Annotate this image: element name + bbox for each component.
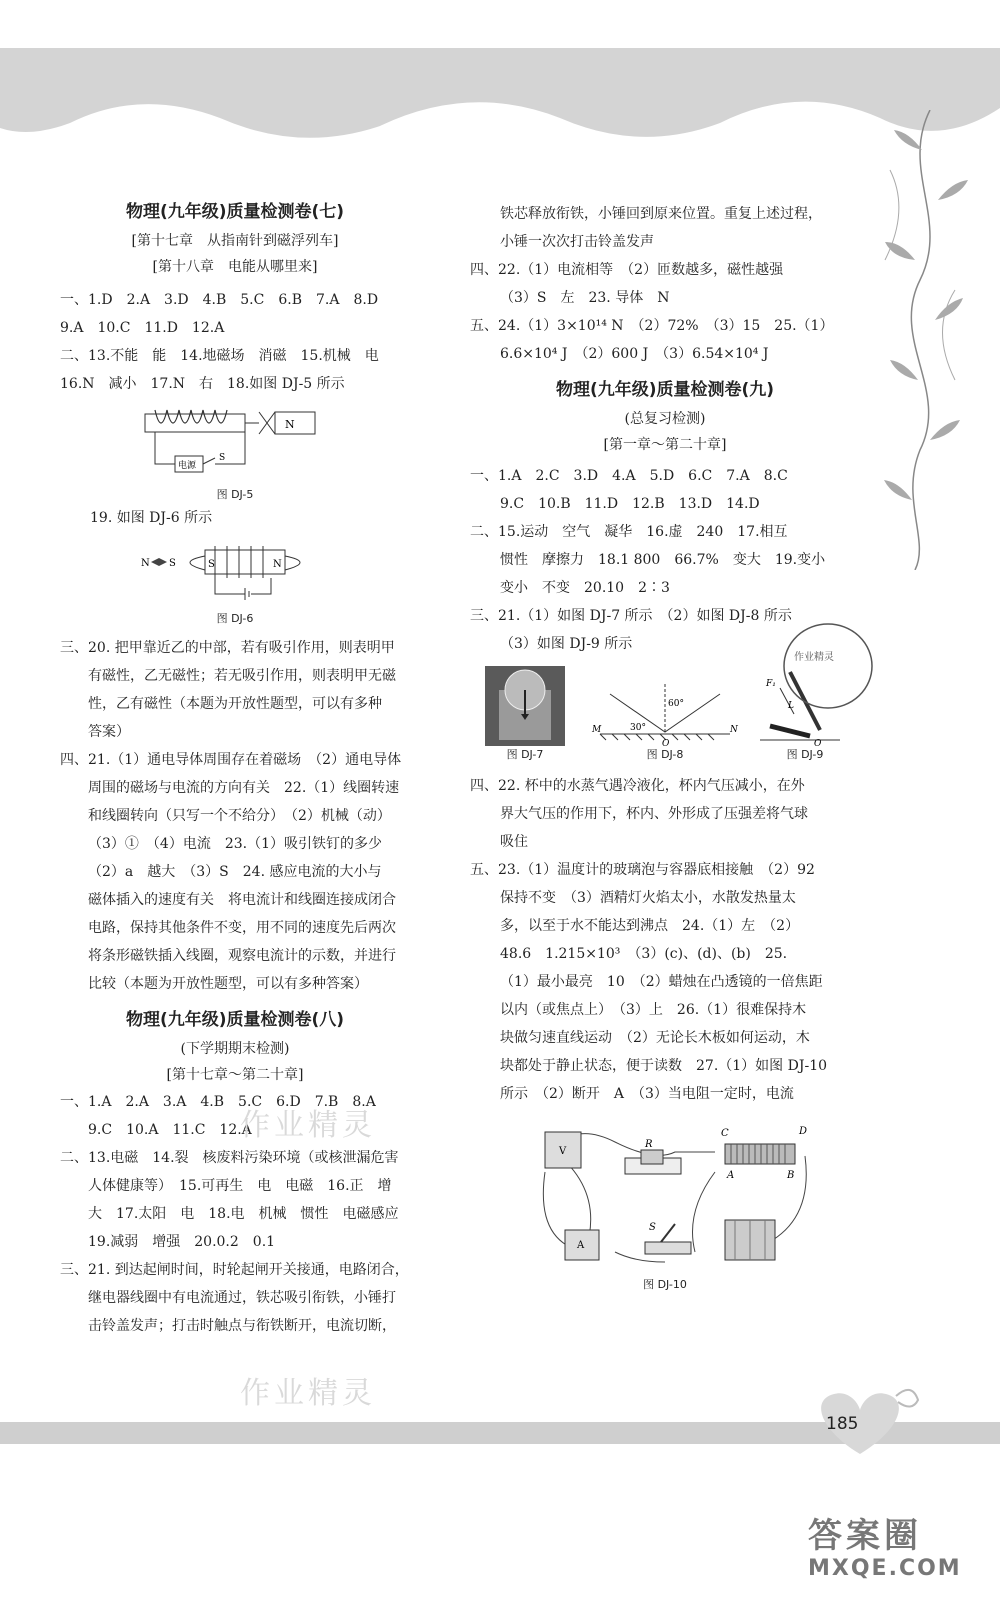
answer-line: 惯性 摩擦力 18.1 800 66.7% 变大 19.变小 — [500, 552, 826, 568]
stamp-text: 作业精灵 — [794, 652, 834, 663]
watermark-text: 作业精灵 — [240, 1108, 376, 1143]
answer-line: 块做匀速直线运动 （2）无论长木板如何运动，木 — [500, 1030, 810, 1046]
site-brand-logo — [808, 1516, 962, 1581]
figure-dj8 — [590, 666, 740, 746]
figure-dj6-caption: 图 DJ-6 — [216, 612, 254, 625]
brand-bottom-text: MXQE.COM — [808, 1556, 962, 1581]
answer-line: 界大气压的作用下，杯内、外形成了压强差将气球 — [500, 806, 808, 822]
fig9-l-label: L — [788, 701, 794, 711]
fig6-s-pole: S — [208, 559, 215, 570]
fig10-ammeter-label: A — [577, 1240, 585, 1251]
answer-line: 二、13.不能 能 14.地磁场 消磁 15.机械 电 — [60, 348, 379, 364]
fig9-o-label: O — [814, 739, 822, 746]
answer-line: 铁芯释放衔铁，小锤回到原来位置。重复上述过程， — [500, 206, 822, 222]
answer-line: 多，以至于水不能达到沸点 24.（1）左 （2） — [500, 918, 800, 934]
answer-line: 将条形磁铁插入线圈，观察电流计的示数，并进行 — [88, 948, 396, 964]
answer-line: （3）S 左 23. 导体 N — [500, 290, 670, 306]
answer-line: 继电器线圈中有电流通过，铁芯吸引衔铁，小锤打 — [88, 1290, 396, 1306]
answer-line: 吸住 — [500, 834, 528, 850]
figure-dj7-caption: 图 DJ-7 — [506, 748, 544, 761]
stamp-decoration — [778, 618, 878, 718]
fig6-compass-n: N — [141, 558, 150, 569]
answer-line: （2）a 越大 （3）S 24. 感应电流的大小与 — [88, 864, 382, 880]
answer-line: 保持不变 （3）酒精灯火焰太小，水散发热量太 — [500, 890, 796, 906]
test9-subtitle-1: (总复习检测) — [624, 411, 706, 427]
left-column — [60, 190, 410, 1340]
fig5-switch-label: S — [219, 453, 226, 463]
fig5-power-label: 电源 — [178, 461, 197, 471]
fig8-m-label: M — [592, 725, 602, 735]
answer-line: 四、22. 杯中的水蒸气遇冷液化，杯内气压减小，在外 — [470, 778, 805, 794]
test9-title: 物理(九年级)质量检测卷(九) — [555, 380, 775, 400]
figure-dj5-caption: 图 DJ-5 — [216, 488, 254, 501]
fig10-b-label: B — [787, 1170, 795, 1181]
test7-subtitle-1: [第十七章 从指南针到磁浮列车] — [131, 233, 339, 249]
figure-dj10-caption: 图 DJ-10 — [643, 1278, 687, 1291]
fig10-a-label: A — [727, 1170, 735, 1181]
fig10-s-label: S — [649, 1222, 656, 1233]
answer-line: 9.C 10.A 11.C 12.A — [88, 1122, 252, 1138]
fig8-angle-30: 30° — [630, 723, 646, 733]
answer-line: 19.减弱 增强 20.0.2 0.1 — [88, 1234, 276, 1250]
test8-title: 物理(九年级)质量检测卷(八) — [125, 1010, 345, 1030]
answer-line: 块都处于静止状态，便于读数 27.（1）如图 DJ-10 — [500, 1058, 828, 1074]
figure-dj5 — [135, 402, 335, 482]
answer-line: 大 17.太阳 电 18.电 机械 惯性 电磁感应 — [88, 1206, 399, 1222]
answer-line: 二、13.电磁 14.裂 核废料污染环境（或核泄漏危害 — [60, 1150, 399, 1166]
answer-line: 周围的磁场与电流的方向有关 22.（1）线圈转速 — [88, 780, 400, 796]
answer-line: 四、22.（1）电流相等 （2）匝数越多，磁性越强 — [470, 262, 784, 278]
answer-line: 所示 （2）断开 A （3）当电阻一定时，电流 — [500, 1086, 794, 1102]
answer-line: 6.6×10⁴ J （2）600 J （3）6.54×10⁴ J — [500, 346, 769, 362]
answer-line: 一、1.D 2.A 3.D 4.B 5.C 6.B 7.A 8.D — [60, 292, 379, 308]
fig10-r-label: R — [645, 1139, 653, 1150]
answer-line: 一、1.A 2.A 3.A 4.B 5.C 6.D 7.B 8.A — [60, 1094, 376, 1110]
brand-top-text: 答案圈 — [808, 1516, 922, 1556]
answer-line: 四、21.（1）通电导体周围存在着磁场 （2）通电导体 — [60, 752, 402, 768]
figure-dj6 — [135, 536, 335, 606]
fig6-compass-s: S — [169, 558, 176, 569]
test9-subtitle-2: [第一章～第二十章] — [603, 437, 727, 453]
answer-line: 三、21. 到达起闸时间，时轮起闸开关接通，电路闭合， — [60, 1262, 409, 1278]
answer-line: 以内（或焦点上） （3）上 26.（1）很难保持木 — [500, 1002, 807, 1018]
page-number: 185 — [826, 1414, 859, 1434]
answer-line: 三、20. 把甲靠近乙的中部，若有吸引作用，则表明甲 — [60, 640, 395, 656]
answer-line: 16.N 减小 17.N 右 18.如图 DJ-5 所示 — [60, 376, 345, 392]
test8-subtitle-1: (下学期期末检测) — [180, 1041, 290, 1057]
fig8-angle-60: 60° — [668, 699, 684, 709]
figure-dj10 — [515, 1112, 815, 1272]
answer-line: （3）如图 DJ-9 所示 — [500, 636, 633, 652]
answer-line: 五、23.（1）温度计的玻璃泡与容器底相接触 （2）92 — [470, 862, 815, 878]
answer-line: 性，乙有磁性（本题为开放性题型，可以有多种 — [88, 696, 382, 712]
answer-line: 变小 不变 20.10 2∶3 — [500, 580, 670, 596]
answer-line: 和线圈转向（只写一个不给分） （2）机械（动） — [88, 808, 391, 824]
answer-line: 比较（本题为开放性题型，可以有多种答案） — [88, 976, 368, 992]
figure-dj9-caption: 图 DJ-9 — [786, 748, 824, 761]
fig10-d-label: D — [799, 1126, 808, 1137]
header-wave-banner — [0, 48, 1000, 158]
answer-line: 二、15.运动 空气 凝华 16.虚 240 17.相互 — [470, 524, 788, 540]
answer-line: 人体健康等） 15.可再生 电 电磁 16.正 增 — [88, 1178, 392, 1194]
test8-subtitle-2: [第十七章～第二十章] — [166, 1067, 304, 1083]
right-column — [470, 200, 860, 1294]
fig10-voltmeter-label: V — [559, 1146, 567, 1157]
answer-line: 48.6 1.215×10³ （3）(c)、(d)、(b) 25. — [500, 946, 788, 962]
watermark-text: 作业精灵 — [240, 1376, 376, 1411]
answer-line: 三、21.（1）如图 DJ-7 所示 （2）如图 DJ-8 所示 — [470, 608, 792, 624]
figure-dj7 — [485, 666, 565, 746]
answer-line: 19. 如图 DJ-6 所示 — [90, 510, 213, 526]
answer-line: 电路，保持其他条件不变，用不同的速度先后两次 — [88, 920, 396, 936]
test7-subtitle-2: [第十八章 电能从哪里来] — [152, 259, 318, 275]
fig8-n-label: N — [730, 725, 738, 735]
answer-line: 磁体插入的速度有关 将电流计和线圈连接成闭合 — [88, 892, 396, 908]
test7-title: 物理(九年级)质量检测卷(七) — [125, 202, 345, 222]
answer-line: 小锤一次次打击铃盖发声 — [500, 234, 654, 250]
answer-line: 9.C 10.B 11.D 12.B 13.D 14.D — [500, 496, 760, 512]
answer-line: 9.A 10.C 11.D 12.A — [60, 320, 225, 336]
fig10-c-label: C — [721, 1128, 729, 1139]
answer-line: 有磁性，乙无磁性；若无吸引作用，则表明甲无磁 — [88, 668, 396, 684]
answer-line: 五、24.（1）3×10¹⁴ N （2）72% （3）15 25.（1） — [470, 318, 834, 334]
fig5-n-label: N — [285, 418, 295, 431]
fig6-n-pole: N — [273, 559, 282, 570]
answer-line: （3）① （4）电流 23.（1）吸引铁钉的多少 — [88, 836, 382, 852]
answer-line: 击铃盖发声；打击时触点与衔铁断开，电流切断， — [88, 1318, 396, 1334]
figure-dj8-caption: 图 DJ-8 — [646, 748, 684, 761]
heart-ornament — [800, 1380, 920, 1460]
fig9-f1-label: F₁ — [766, 679, 776, 689]
answer-line: 一、1.A 2.C 3.D 4.A 5.D 6.C 7.A 8.C — [470, 468, 788, 484]
vine-decoration — [860, 110, 980, 570]
answer-line: （1）最小最亮 10 （2）蜡烛在凸透镜的一倍焦距 — [500, 974, 823, 990]
fig8-o-label: O — [662, 739, 670, 746]
answer-line: 答案） — [88, 724, 130, 740]
